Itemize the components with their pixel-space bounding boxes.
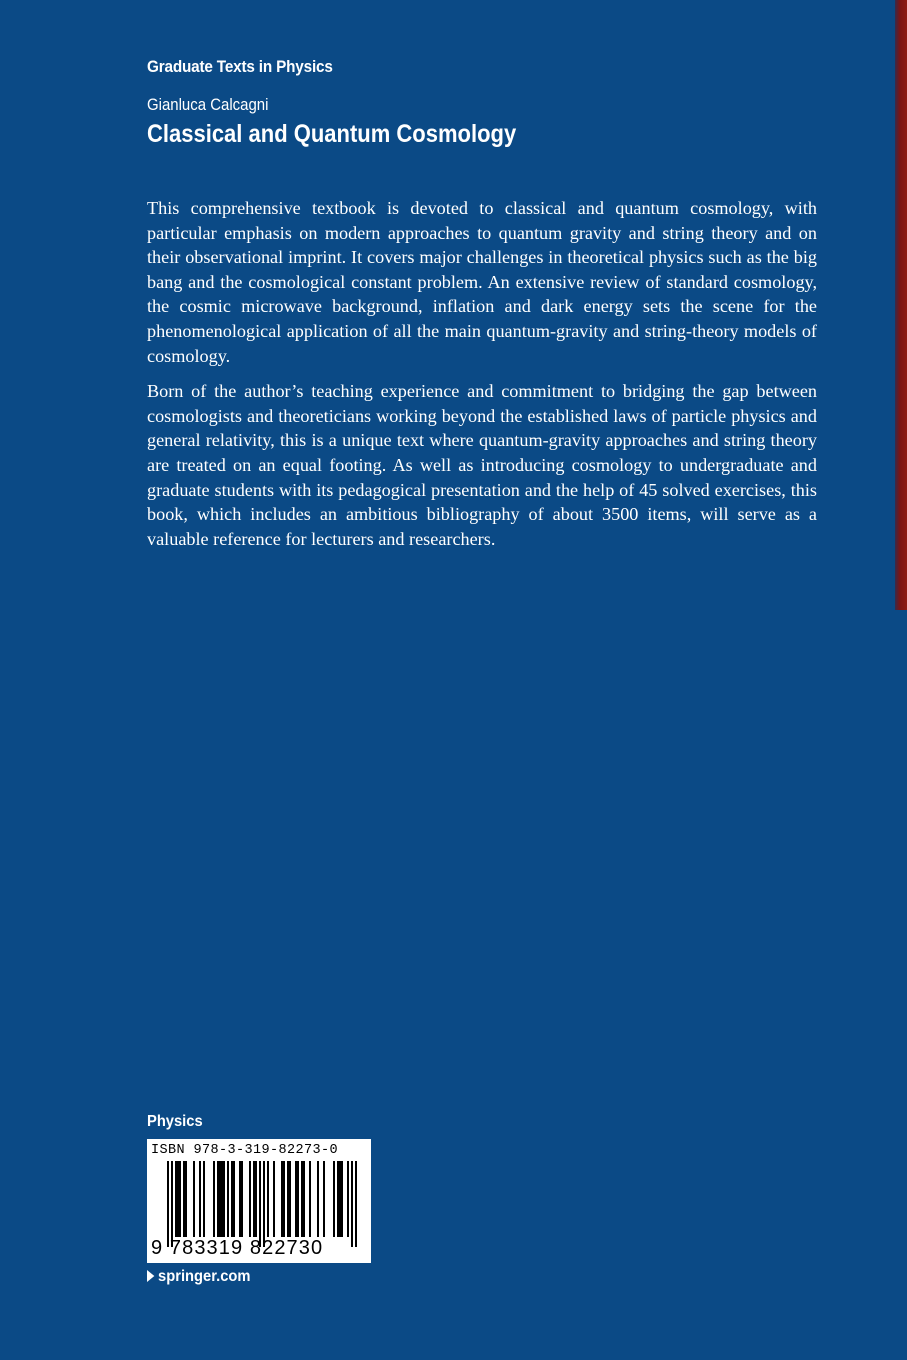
isbn-label: ISBN 978-3-319-82273-0 (151, 1143, 339, 1158)
barcode-bar (233, 1161, 235, 1237)
barcode-bar (281, 1161, 283, 1237)
arrow-right-icon (147, 1270, 154, 1282)
barcode-bar (341, 1161, 343, 1237)
barcode-bar (249, 1161, 251, 1237)
barcode-bar (333, 1161, 335, 1237)
barcode-bar (219, 1161, 221, 1237)
barcode-bar (185, 1161, 187, 1237)
barcode-bar (295, 1161, 297, 1237)
barcode-bar (241, 1161, 243, 1237)
publisher-link[interactable] (147, 1268, 250, 1286)
book-title: Classical and Quantum Cosmology (147, 120, 517, 148)
barcode-bar (227, 1161, 229, 1237)
barcode-bar (179, 1161, 181, 1237)
author-name: Gianluca Calcagni (147, 95, 269, 114)
blurb-paragraph: This comprehensive textbook is devoted to classical and quantum cosmology, with particular emphasis on modern approaches to quantum gravity and string theory and on their observational imprint. It covers major challenges in theoretical physics such as the big bang and the cosmological constant problem. An extensive review of standard cosmology, the cosmic microwave background, inflation and dark energy sets the scene for the phenomenological application of all the main quantum-gravity and string-theory models of cosmology. (147, 198, 817, 366)
barcode-bar (337, 1161, 339, 1237)
barcode-bar (255, 1161, 257, 1237)
barcode-bar (283, 1161, 285, 1237)
barcode-bar (223, 1161, 225, 1237)
barcode-bar (287, 1161, 289, 1237)
barcode-bar (273, 1161, 275, 1237)
barcode-bar (259, 1161, 261, 1247)
blurb-paragraph: Born of the author’s teaching experience and commitment to bridging the gap between cosmologists and theoreticians working beyond the established laws of particle physics and general relativity, this is a unique text where quantum-gravity approaches and string theory are treated on an equal footing. As well as introducing cosmology to undergraduate and graduate students with its pedagogical presentation and the help of 45 solved exercises, this book, which includes an ambitious bibliography of about 3500 items, will serve as a valuable reference for lecturers and researchers. (147, 381, 817, 549)
barcode-bar (213, 1161, 215, 1237)
ean-digits: 9 783319 822730 (151, 1237, 324, 1259)
barcode-bar (253, 1161, 255, 1237)
barcode-bar (167, 1161, 169, 1247)
barcode-bar (177, 1161, 179, 1237)
barcode-bar (193, 1161, 195, 1237)
blurb (147, 196, 817, 562)
barcode-bar (351, 1161, 353, 1247)
barcode-bar (175, 1161, 177, 1237)
barcode-bar (267, 1161, 269, 1237)
barcode-bar (199, 1161, 201, 1237)
barcode-bar (339, 1161, 341, 1237)
barcode-bar (323, 1161, 325, 1237)
publisher-link-text: springer.com (158, 1268, 251, 1285)
barcode-bar (309, 1161, 311, 1237)
barcode-bar (303, 1161, 305, 1237)
barcode-bar (317, 1161, 319, 1237)
barcode-bar (355, 1161, 357, 1247)
barcode-bar (217, 1161, 219, 1237)
spine-edge (895, 0, 907, 610)
barcode-bar (239, 1161, 241, 1237)
barcode-bar (289, 1161, 291, 1237)
barcode-bar (301, 1161, 303, 1237)
series-name: Graduate Texts in Physics (147, 57, 333, 76)
barcode-bar (231, 1161, 233, 1237)
subject-category: Physics (147, 1113, 203, 1130)
barcode-bar (263, 1161, 265, 1247)
barcode-bar (297, 1161, 299, 1237)
barcode-bar (171, 1161, 173, 1247)
barcode-bar (347, 1161, 349, 1237)
barcode-bar (221, 1161, 223, 1237)
barcode-bar (203, 1161, 205, 1237)
isbn-barcode (147, 1139, 371, 1263)
barcode-bar (183, 1161, 185, 1237)
